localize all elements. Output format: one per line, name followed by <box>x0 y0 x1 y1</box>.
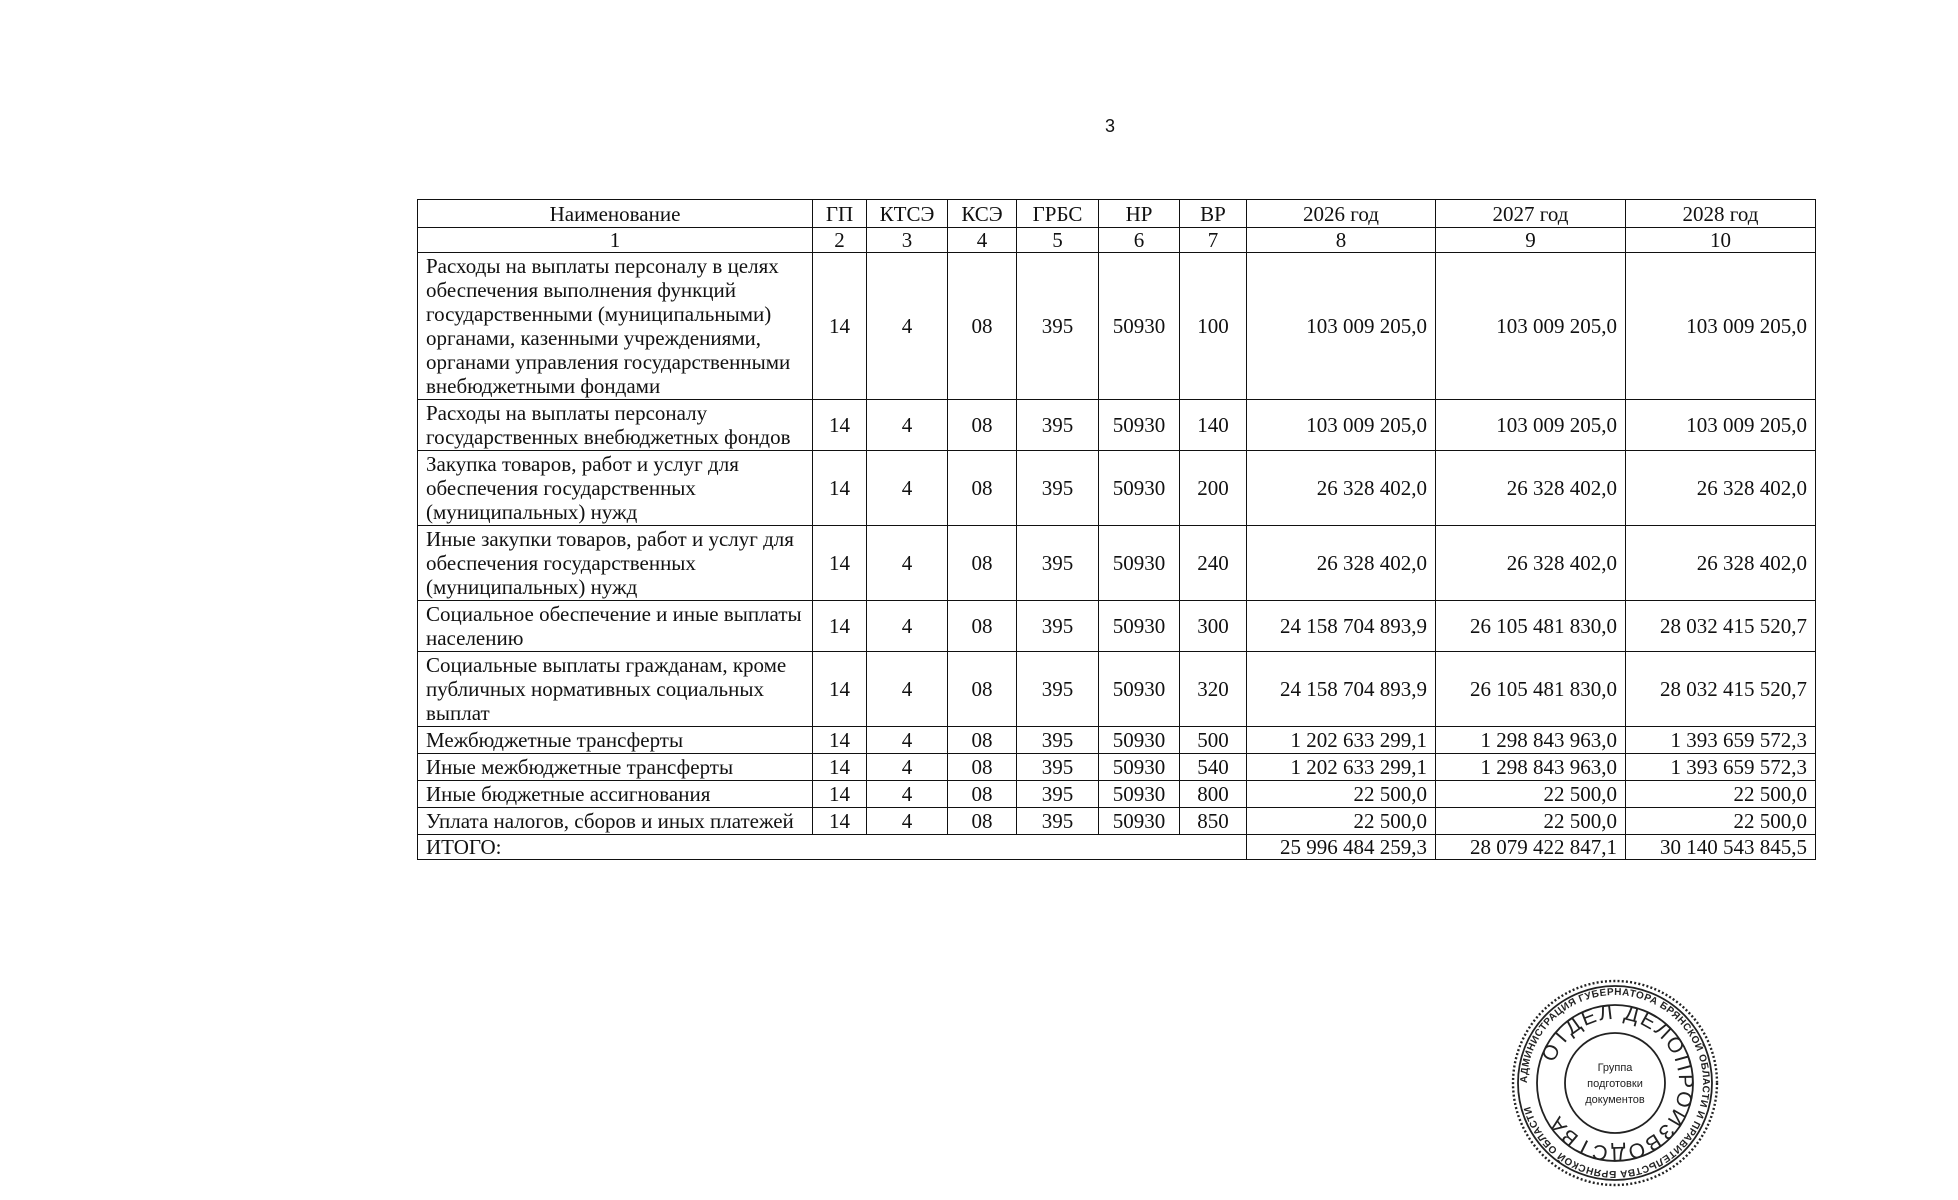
table-row <box>418 808 1816 835</box>
row-vr: 540 <box>1180 754 1247 781</box>
row-amount-2027: 103 009 205,0 <box>1436 253 1626 400</box>
total-row <box>418 835 1816 860</box>
row-amount-2028: 26 328 402,0 <box>1626 451 1816 526</box>
column-number: 10 <box>1626 228 1816 253</box>
row-amount-2028: 28 032 415 520,7 <box>1626 601 1816 652</box>
column-header: ГП <box>813 200 867 228</box>
row-amount-2027: 26 328 402,0 <box>1436 451 1626 526</box>
row-vr: 200 <box>1180 451 1247 526</box>
row-vr: 500 <box>1180 727 1247 754</box>
row-amount-2026: 26 328 402,0 <box>1247 451 1436 526</box>
row-amount-2027: 103 009 205,0 <box>1436 400 1626 451</box>
table-row <box>418 754 1816 781</box>
column-header: КТСЭ <box>867 200 948 228</box>
row-ktse: 4 <box>867 781 948 808</box>
row-name: Социальное обеспечение и иные выплаты населению <box>418 601 813 652</box>
row-nr: 50930 <box>1099 808 1180 835</box>
total-2027: 28 079 422 847,1 <box>1436 835 1626 860</box>
column-number-row <box>418 228 1816 253</box>
row-name: Расходы на выплаты персоналу государственных внебюджетных фондов <box>418 400 813 451</box>
row-kse: 08 <box>948 601 1017 652</box>
table-header <box>418 200 1816 253</box>
row-amount-2028: 26 328 402,0 <box>1626 526 1816 601</box>
official-stamp <box>1510 978 1720 1188</box>
row-name: Иные межбюджетные трансферты <box>418 754 813 781</box>
row-ktse: 4 <box>867 400 948 451</box>
row-kse: 08 <box>948 754 1017 781</box>
table-body <box>418 253 1816 835</box>
column-number: 6 <box>1099 228 1180 253</box>
column-number: 5 <box>1017 228 1099 253</box>
row-nr: 50930 <box>1099 652 1180 727</box>
row-amount-2027: 26 105 481 830,0 <box>1436 652 1626 727</box>
row-amount-2028: 103 009 205,0 <box>1626 253 1816 400</box>
column-header: 2027 год <box>1436 200 1626 228</box>
total-2028: 30 140 543 845,5 <box>1626 835 1816 860</box>
row-amount-2026: 103 009 205,0 <box>1247 253 1436 400</box>
row-vr: 800 <box>1180 781 1247 808</box>
row-amount-2027: 1 298 843 963,0 <box>1436 727 1626 754</box>
row-amount-2026: 1 202 633 299,1 <box>1247 727 1436 754</box>
table-row <box>418 526 1816 601</box>
column-number: 7 <box>1180 228 1247 253</box>
row-nr: 50930 <box>1099 727 1180 754</box>
row-ktse: 4 <box>867 808 948 835</box>
header-row <box>418 200 1816 228</box>
row-amount-2028: 28 032 415 520,7 <box>1626 652 1816 727</box>
row-gp: 14 <box>813 400 867 451</box>
row-nr: 50930 <box>1099 253 1180 400</box>
row-amount-2028: 22 500,0 <box>1626 808 1816 835</box>
table-row <box>418 451 1816 526</box>
row-vr: 100 <box>1180 253 1247 400</box>
column-header: ГРБС <box>1017 200 1099 228</box>
row-gp: 14 <box>813 808 867 835</box>
table-row <box>418 400 1816 451</box>
row-vr: 320 <box>1180 652 1247 727</box>
row-gp: 14 <box>813 652 867 727</box>
row-name: Расходы на выплаты персоналу в целях обеспечения выполнения функций государственными (муниципальными) органами, казенными учреждениями, органами управления государственными внебюджетными фондами <box>418 253 813 400</box>
row-grbs: 395 <box>1017 400 1099 451</box>
row-grbs: 395 <box>1017 652 1099 727</box>
table-row <box>418 601 1816 652</box>
row-amount-2026: 22 500,0 <box>1247 781 1436 808</box>
table-row <box>418 652 1816 727</box>
column-header: 2026 год <box>1247 200 1436 228</box>
row-kse: 08 <box>948 451 1017 526</box>
row-gp: 14 <box>813 451 867 526</box>
row-amount-2027: 1 298 843 963,0 <box>1436 754 1626 781</box>
row-grbs: 395 <box>1017 727 1099 754</box>
row-name: Социальные выплаты гражданам, кроме публичных нормативных социальных выплат <box>418 652 813 727</box>
row-gp: 14 <box>813 727 867 754</box>
column-header: Наименование <box>418 200 813 228</box>
row-kse: 08 <box>948 400 1017 451</box>
row-amount-2026: 1 202 633 299,1 <box>1247 754 1436 781</box>
stamp-outer-text: АДМИНИСТРАЦИЯ ГУБЕРНАТОРА БРЯНСКОЙ ОБЛАСТИ И ПРАВИТЕЛЬСТВА БРЯНСКОЙ ОБЛАСТИ <box>1518 986 1712 1180</box>
column-header: НР <box>1099 200 1180 228</box>
row-name: Уплата налогов, сборов и иных платежей <box>418 808 813 835</box>
row-nr: 50930 <box>1099 526 1180 601</box>
row-kse: 08 <box>948 652 1017 727</box>
row-gp: 14 <box>813 601 867 652</box>
row-kse: 08 <box>948 808 1017 835</box>
row-amount-2026: 24 158 704 893,9 <box>1247 601 1436 652</box>
row-amount-2026: 22 500,0 <box>1247 808 1436 835</box>
stamp-ring-text: ОТДЕЛ ДЕЛОПРОИЗВОДСТВА <box>1537 1000 1698 1166</box>
row-ktse: 4 <box>867 253 948 400</box>
row-ktse: 4 <box>867 652 948 727</box>
column-header: 2028 год <box>1626 200 1816 228</box>
row-nr: 50930 <box>1099 754 1180 781</box>
row-gp: 14 <box>813 526 867 601</box>
row-name: Иные бюджетные ассигнования <box>418 781 813 808</box>
row-amount-2028: 1 393 659 572,3 <box>1626 727 1816 754</box>
row-vr: 850 <box>1180 808 1247 835</box>
row-kse: 08 <box>948 526 1017 601</box>
table-row <box>418 727 1816 754</box>
row-amount-2026: 24 158 704 893,9 <box>1247 652 1436 727</box>
row-nr: 50930 <box>1099 451 1180 526</box>
row-kse: 08 <box>948 727 1017 754</box>
stamp-center-line: подготовки <box>1587 1078 1643 1090</box>
row-grbs: 395 <box>1017 253 1099 400</box>
row-grbs: 395 <box>1017 601 1099 652</box>
row-grbs: 395 <box>1017 526 1099 601</box>
row-kse: 08 <box>948 253 1017 400</box>
row-amount-2027: 26 105 481 830,0 <box>1436 601 1626 652</box>
row-gp: 14 <box>813 781 867 808</box>
row-ktse: 4 <box>867 754 948 781</box>
column-number: 3 <box>867 228 948 253</box>
budget-table <box>417 199 1816 860</box>
row-amount-2026: 26 328 402,0 <box>1247 526 1436 601</box>
row-name: Межбюджетные трансферты <box>418 727 813 754</box>
row-ktse: 4 <box>867 451 948 526</box>
row-name: Закупка товаров, работ и услуг для обеспечения государственных (муниципальных) нужд <box>418 451 813 526</box>
row-gp: 14 <box>813 253 867 400</box>
row-grbs: 395 <box>1017 808 1099 835</box>
row-ktse: 4 <box>867 526 948 601</box>
page-number: 3 <box>1104 116 1115 136</box>
column-header: КСЭ <box>948 200 1017 228</box>
row-amount-2028: 1 393 659 572,3 <box>1626 754 1816 781</box>
row-gp: 14 <box>813 754 867 781</box>
column-number: 4 <box>948 228 1017 253</box>
stamp-center-line: Группа <box>1597 1062 1633 1074</box>
row-grbs: 395 <box>1017 781 1099 808</box>
row-ktse: 4 <box>867 727 948 754</box>
total-label: ИТОГО: <box>418 835 1247 860</box>
row-vr: 140 <box>1180 400 1247 451</box>
stamp-center-line: документов <box>1585 1094 1645 1106</box>
row-nr: 50930 <box>1099 400 1180 451</box>
column-number: 2 <box>813 228 867 253</box>
column-number: 9 <box>1436 228 1626 253</box>
row-vr: 300 <box>1180 601 1247 652</box>
row-vr: 240 <box>1180 526 1247 601</box>
row-amount-2027: 22 500,0 <box>1436 781 1626 808</box>
row-nr: 50930 <box>1099 601 1180 652</box>
total-2026: 25 996 484 259,3 <box>1247 835 1436 860</box>
row-amount-2027: 26 328 402,0 <box>1436 526 1626 601</box>
column-number: 1 <box>418 228 813 253</box>
row-nr: 50930 <box>1099 781 1180 808</box>
row-ktse: 4 <box>867 601 948 652</box>
row-amount-2028: 22 500,0 <box>1626 781 1816 808</box>
row-kse: 08 <box>948 781 1017 808</box>
table-row <box>418 253 1816 400</box>
row-grbs: 395 <box>1017 451 1099 526</box>
row-amount-2027: 22 500,0 <box>1436 808 1626 835</box>
row-amount-2026: 103 009 205,0 <box>1247 400 1436 451</box>
row-name: Иные закупки товаров, работ и услуг для обеспечения государственных (муниципальных) нужд <box>418 526 813 601</box>
row-amount-2028: 103 009 205,0 <box>1626 400 1816 451</box>
column-header: ВР <box>1180 200 1247 228</box>
column-number: 8 <box>1247 228 1436 253</box>
table-row <box>418 781 1816 808</box>
row-grbs: 395 <box>1017 754 1099 781</box>
